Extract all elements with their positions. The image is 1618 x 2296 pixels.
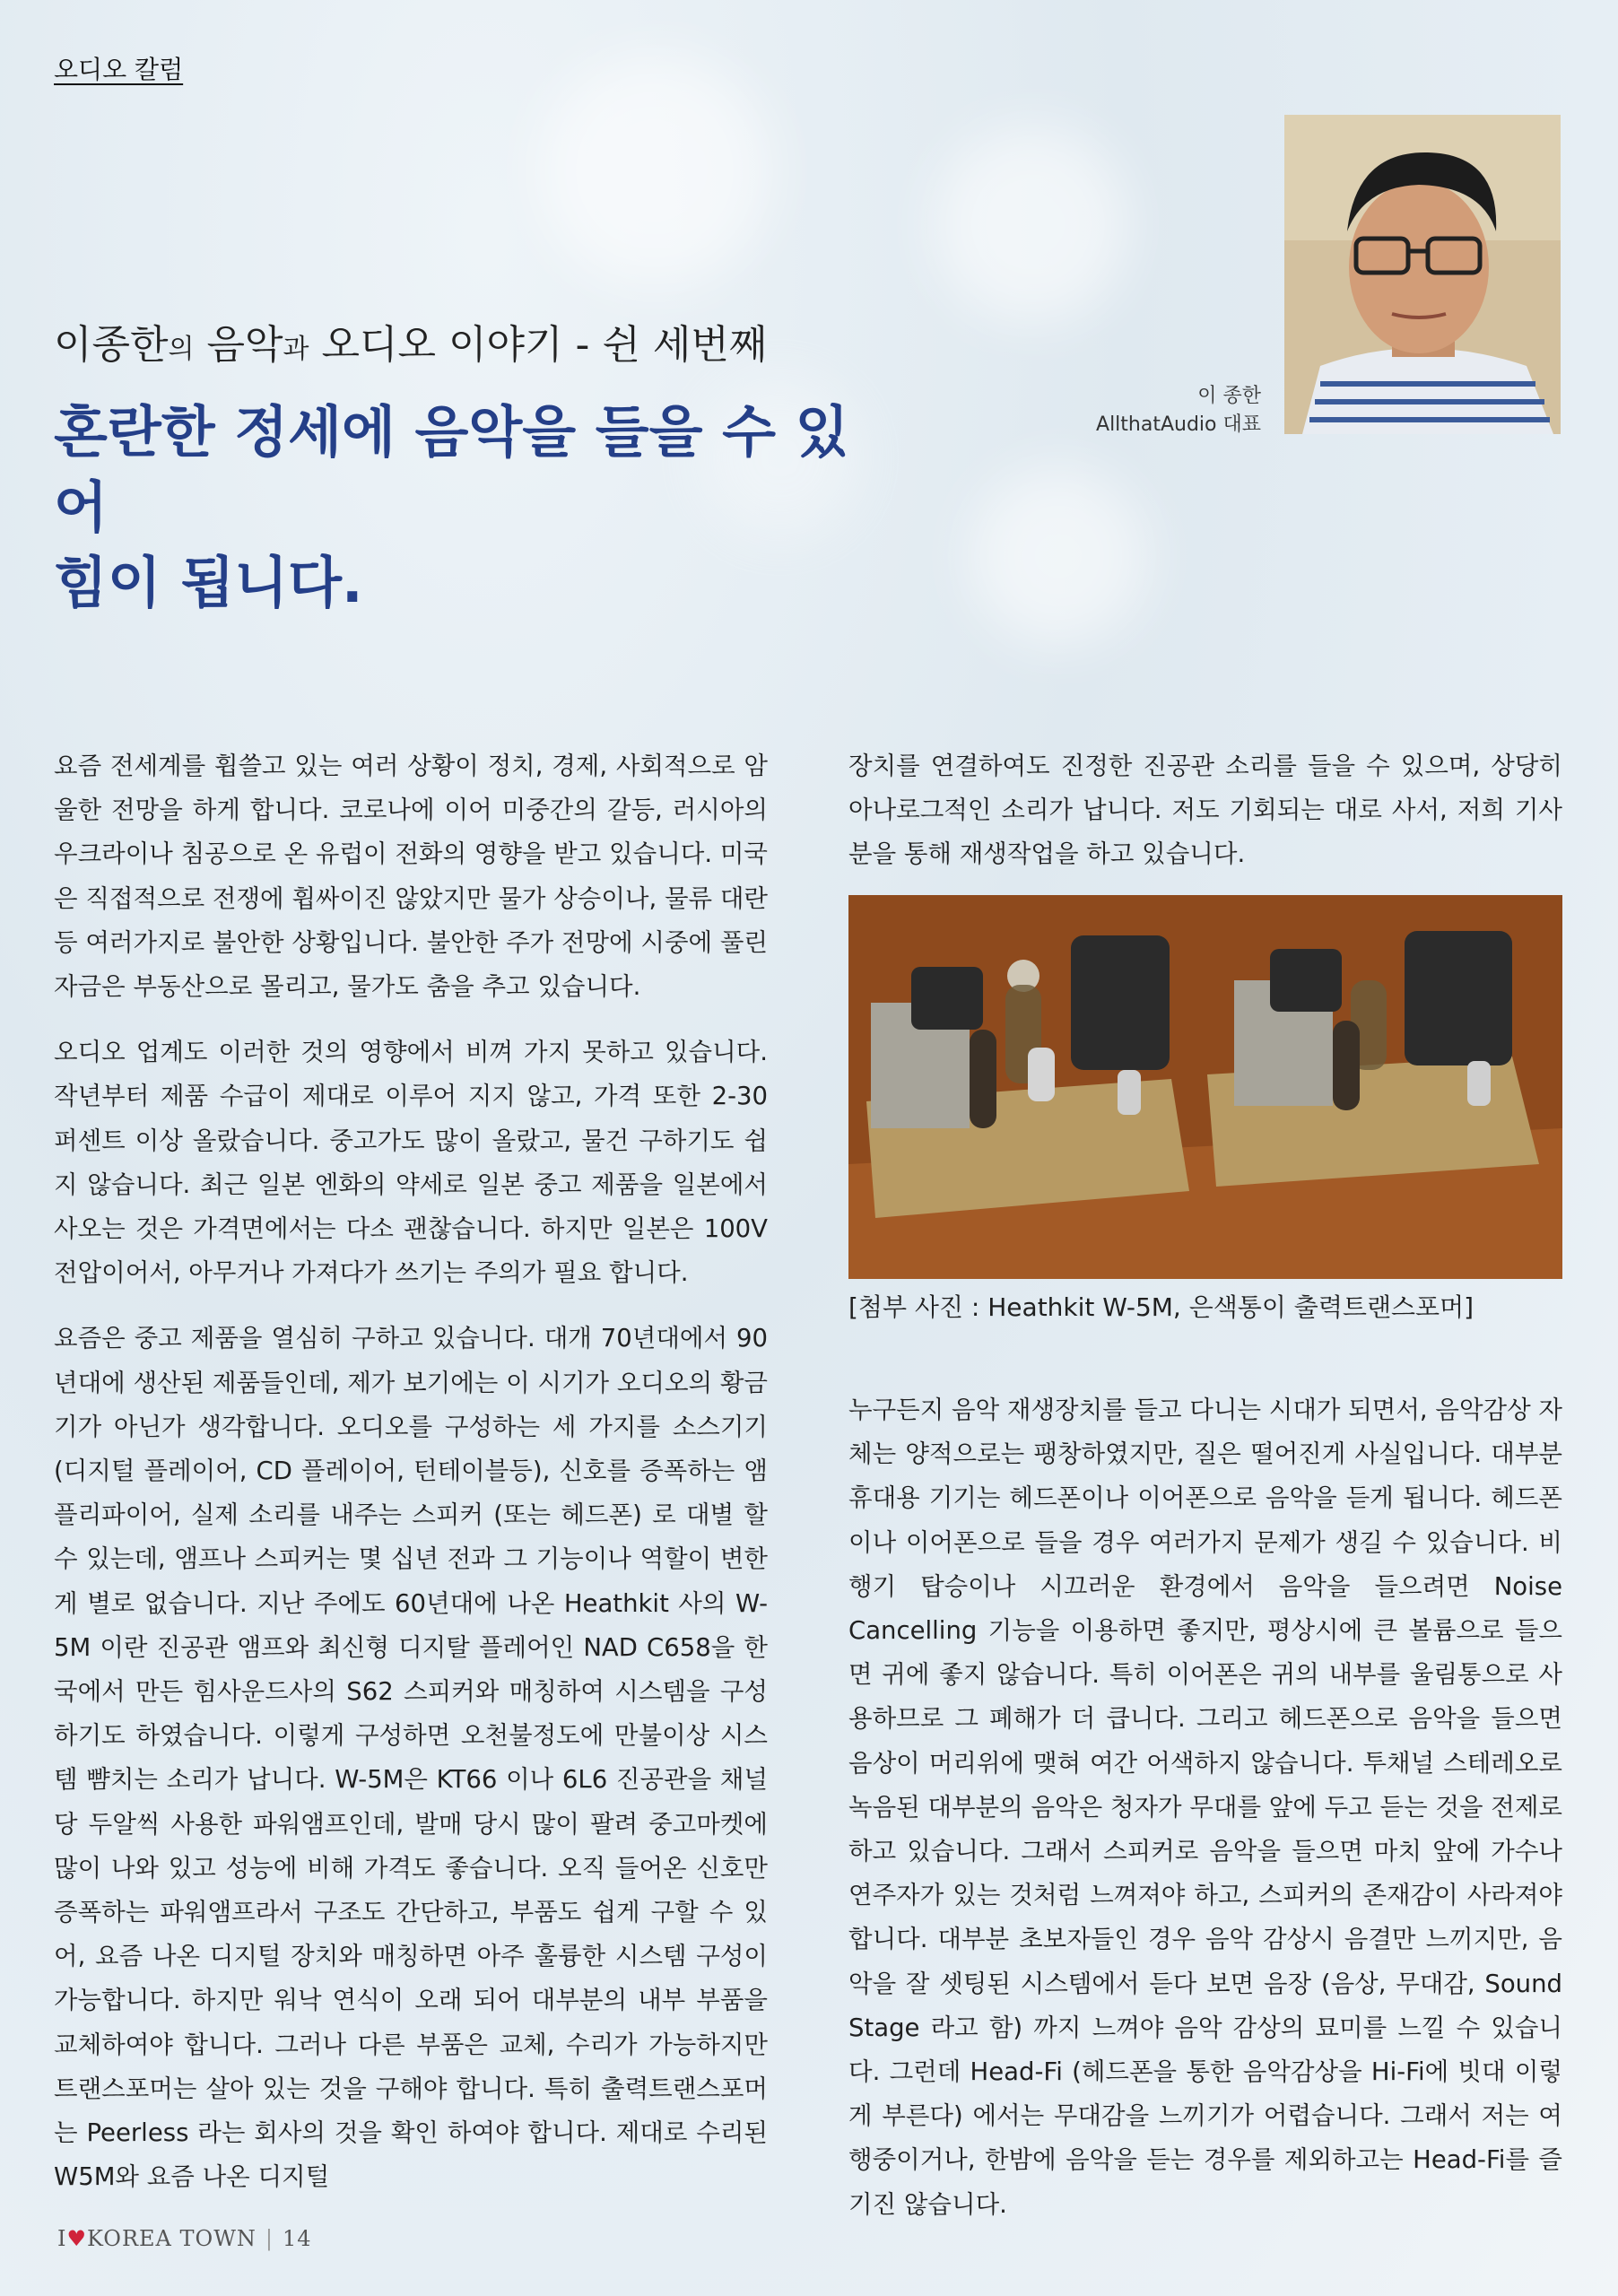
- series-particle: 과: [283, 334, 309, 365]
- right-column-bottom: [848, 1388, 1562, 2248]
- section-label: 오디오 칼럼: [54, 55, 184, 84]
- footer: [57, 2226, 312, 2251]
- paragraph: 요즘은 중고 제품을 열심히 구하고 있습니다. 대개 70년대에서 90년대에 생산된 제품들인데, 제가 보기에는 이 시기가 오디오의 황금기가 아닌가 생각합니다. 오디오를 구성하는 세 가지를 소스기기(디지털 플레이어, CD 플레이어, 턴테이블등), 신호를 증폭하는 앰플리파이어, 실제 소리를 내주는 스피커 (또는 헤드폰) 로 대별 할 수 있는데, 앰프나 스피커는 몇 십년 전과 그 기능이나 역할이 변한게 별로 없습니다. 지난 주에도 60년대에 나온 Heathkit 사의 W-5M 이란 진공관 앰프와 최신형 디지탈 플레어인 NAD C658을 한국에서 만든 힘사운드사의 S62 스피커와 매칭하여 시스템을 구성하기도 하였습니다. 이렇게 구성하면 오천불정도에 만불이상 시스템 뺨치는 소리가 납니다. W-5M은 KT66 이나 6L6 진공관을 채널당 두알씩 사용한 파워앰프인데, 발매 당시 많이 팔려 중고마켓에 많이 나와 있고 성능에 비해 가격도 좋습니다. 오직 들어온 신호만 증폭하는 파워앰프라서 구조도 간단하고, 부품도 쉽게 구할 수 있어, 요즘 나온 디지털 장치와 매칭하면 아주 훌륭한 시스템 구성이 가능합니다. 하지만 워낙 연식이 오래 되어 대부분의 내부 부품을 교체하여야 합니다. 그러나 다른 부품은 교체, 수리가 가능하지만 트랜스포머는 살아 있는 것을 구해야 합니다. 특히 출력트랜스포머는 Peerless 라는 회사의 것을 확인 하여야 합니다. 제대로 수리된 W5M와 요즘 나온 디지털: [54, 1324, 768, 2192]
- paragraph: 장치를 연결하여도 진정한 진공관 소리를 들을 수 있으며, 상당히 아나로그적인 소리가 납니다. 저도 기회되는 대로 사서, 저희 기사분을 통해 재생작업을 하고 있습니다.: [848, 752, 1562, 869]
- heart-icon: ♥: [66, 2226, 87, 2251]
- headline: [54, 395, 861, 621]
- paragraph: 누구든지 음악 재생장치를 들고 다니는 시대가 되면서, 음악감상 자체는 양적으로는 팽창하였지만, 질은 떨어진게 사실입니다. 대부분 휴대용 기기는 헤드폰이나 이어폰으로 음악을 듣게 됩니다. 헤드폰이나 이어폰으로 들을 경우 여러가지 문제가 생길 수 있습니다. 비행기 탑승이나 시끄러운 환경에서 음악을 들으려면 Noise Cancelling 기능을 이용하면 좋지만, 평상시에 큰 볼륨으로 들으면 귀에 좋지 않습니다. 특히 이어폰은 귀의 내부를 울림통으로 사용하므로 그 폐해가 더 큽니다. 그리고 헤드폰으로 음악을 들으면 음상이 머리위에 맺혀 여간 어색하지 않습니다. 투채널 스테레오로 녹음된 대부분의 음악은 청자가 무대를 앞에 두고 듣는 것을 전제로 하고 있습니다. 그래서 스피커로 음악을 들으면 마치 앞에 가수나 연주자가 있는 것처럼 느껴져야 하고, 스피커의 존재감이 사라져야 합니다. 대부분 초보자들인 경우 음악 감상시 음결만 느끼지만, 음악을 잘 셋팅된 시스템에서 듣다 보면 음장 (음상, 무대감, Sound Stage 라고 함) 까지 느껴야 음악 감상의 묘미를 느낄 수 있습니다. 그런데 Head-Fi (헤드폰을 통한 음악감상을 Hi-Fi에 빗대 이렇게 부른다) 에서는 무대감을 느끼기가 어렵습니다. 그래서 저는 여행중이거나, 한밤에 음악을 듣는 경우를 제외하고는 Head-Fi를 즐기진 않습니다.: [848, 1396, 1562, 2219]
- series-music: 음악: [194, 322, 283, 368]
- series-author: 이종한: [54, 322, 169, 368]
- paragraph: 요즘 전세계를 휩쓸고 있는 여러 상황이 정치, 경제, 사회적으로 암울한 전망을 하게 합니다. 코로나에 이어 미중간의 갈등, 러시아의 우크라이나 침공으로 온 유럽이 전화의 영향을 받고 있습니다. 미국은 직접적으로 전쟁에 휩싸이진 않았지만 물가 상승이나, 물류 대란등 여러가지로 불안한 상황입니다. 불안한 주가 전망에 시중에 풀린 자금은 부동산으로 몰리고, 물가도 춤을 추고 있습니다.: [54, 752, 768, 1002]
- author-name: 이 종한: [1197, 385, 1261, 407]
- headline-line1: 혼란한 정세에 음악을 들을 수 있어: [54, 399, 849, 540]
- amplifier-photo: [848, 895, 1562, 1279]
- headline-line2: 힘이 됩니다.: [54, 550, 363, 615]
- photo-caption: [첨부 사진 : Heathkit W-5M, 은색통이 출력트랜스포머]: [848, 1292, 1474, 1322]
- page-number: 14: [282, 2226, 312, 2251]
- series-rest: 오디오 이야기 - 쉰 세번째: [309, 322, 768, 368]
- series-particle: 의: [168, 334, 195, 365]
- left-column: [54, 744, 768, 2222]
- background-bokeh: [933, 126, 1130, 323]
- paragraph: 오디오 업계도 이러한 것의 영향에서 비껴 가지 못하고 있습니다. 작년부터 제품 수급이 제대로 이루어 지지 않고, 가격 또한 2-30 퍼센트 이상 올랐습니다. 중고가도 많이 올랐고, 물건 구하기도 쉽지 않습니다. 최근 일본 엔화의 약세로 일본 중고 제품을 일본에서 사오는 것은 가격면에서는 다소 괜찮습니다. 하지만 일본은 100V 전압이어서, 아무거나 가져다가 쓰기는 주의가 필요 합니다.: [54, 1038, 768, 1288]
- footer-separator: |: [265, 2226, 274, 2251]
- right-column-top: [848, 744, 1562, 899]
- footer-brand-prefix: I: [57, 2226, 67, 2251]
- author-portrait: [1284, 115, 1561, 434]
- author-role: AllthatAudio 대표: [1096, 413, 1261, 436]
- series-title: [54, 312, 767, 370]
- background-bokeh: [969, 466, 1148, 646]
- footer-brand-name: KOREA TOWN: [87, 2226, 257, 2251]
- background-bokeh: [538, 54, 771, 287]
